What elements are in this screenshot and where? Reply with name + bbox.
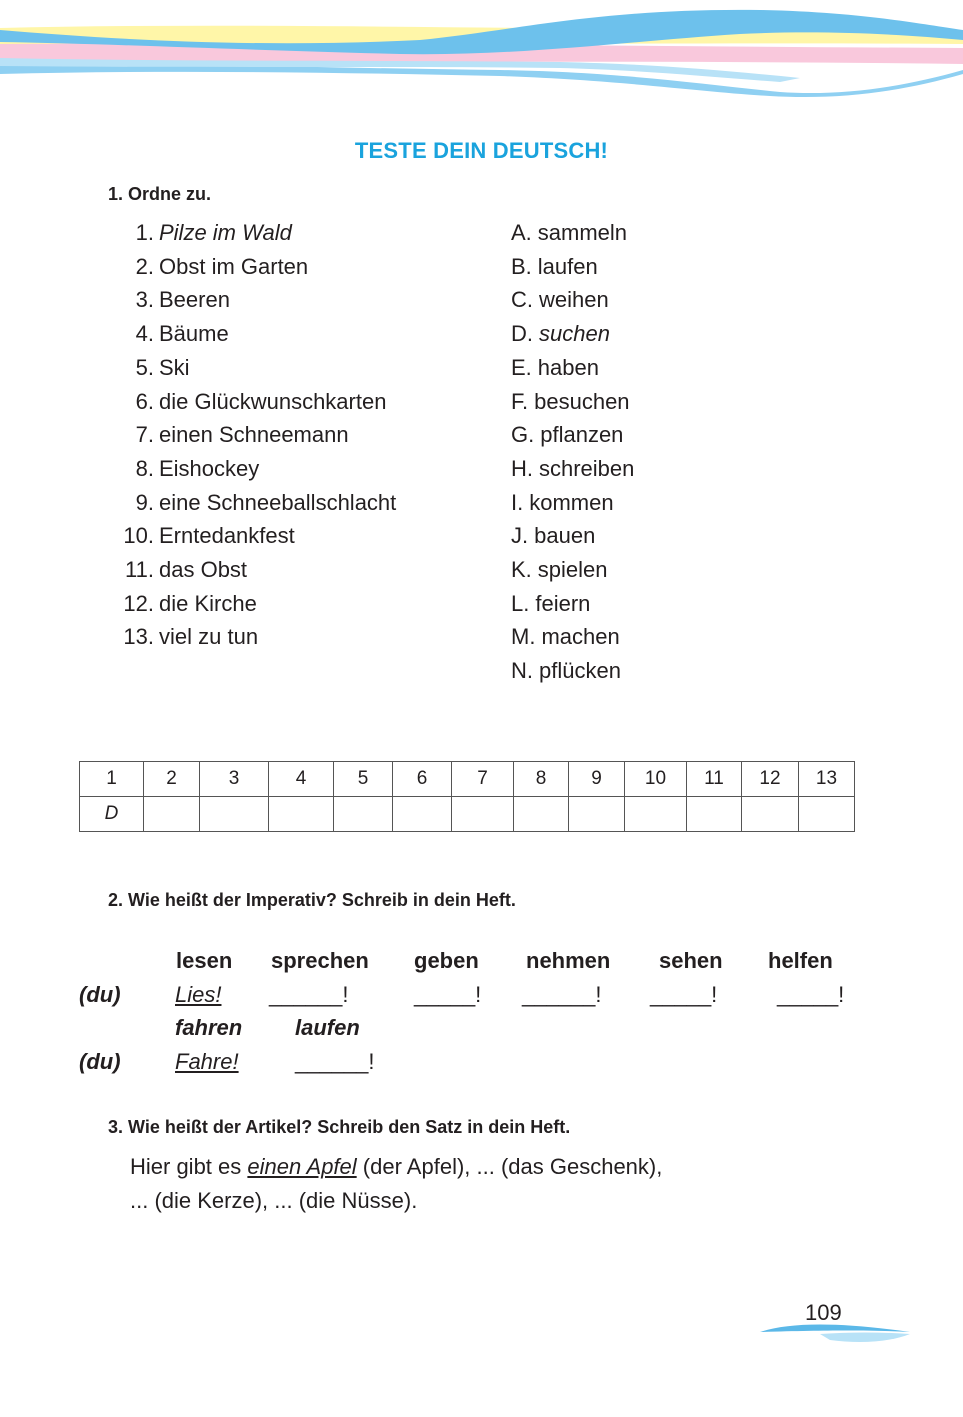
answer-table-header-cell: 9: [569, 762, 625, 797]
match-left-number: 10.: [123, 523, 154, 549]
answer-table-answer-cell: D: [80, 797, 144, 832]
match-right-item: [511, 624, 620, 650]
blank-laufen: ______!: [295, 1049, 375, 1074]
page-title: TESTE DEIN DEUTSCH!: [354, 138, 609, 163]
match-right-item: [511, 254, 598, 280]
match-left-number: 2.: [135, 253, 154, 279]
match-right-text: laufen: [537, 253, 598, 279]
match-right-letter: H.: [511, 455, 533, 481]
match-right-item: [511, 658, 621, 684]
match-right-item: [511, 355, 599, 381]
answer-table-header-cell: 5: [334, 762, 393, 797]
match-right-text: pflanzen: [540, 422, 624, 448]
match-left-item: [116, 287, 230, 313]
task1-heading: 1. Ordne zu.: [108, 184, 212, 204]
match-right-letter: I.: [511, 489, 524, 515]
match-left-number: 9.: [135, 489, 154, 515]
match-left-number: 3.: [135, 287, 154, 313]
answer-table-answer-cell: [625, 797, 687, 832]
match-left-text: Eishockey: [159, 455, 260, 481]
match-right-item: [511, 456, 634, 482]
answer-table-answer-cell: [334, 797, 393, 832]
match-left-text: die Kirche: [159, 590, 257, 616]
footer-decoration: [760, 1320, 910, 1350]
verb-helfen: helfen: [768, 948, 833, 973]
task3-heading: 3. Wie heißt der Artikel? Schreib den Satz in dein Heft.: [108, 1117, 571, 1137]
task3-line1: [130, 1154, 662, 1180]
task3-line1-start: Hier gibt es: [130, 1154, 248, 1179]
match-right-text: machen: [541, 624, 620, 650]
match-left-number: 4.: [135, 321, 154, 347]
answer-table-header-cell: 13: [799, 762, 855, 797]
match-right-letter: B.: [511, 253, 532, 279]
match-right-letter: C.: [511, 287, 533, 313]
match-right-text: suchen: [539, 321, 610, 347]
pronoun-du-1: (du): [79, 982, 121, 1007]
answer-table-answer-cell: [514, 797, 569, 832]
match-right-item: [511, 490, 614, 516]
page-number: 109: [805, 1300, 842, 1325]
match-left-item: [116, 523, 295, 549]
match-left-item: [116, 557, 247, 583]
match-right-item: [511, 591, 590, 617]
match-right-letter: D.: [511, 321, 533, 347]
match-left-item: [116, 389, 386, 415]
answer-table-answer-cell: [742, 797, 799, 832]
verb-sehen: sehen: [659, 948, 723, 973]
match-right-text: haben: [537, 354, 599, 380]
task3-line2: ... (die Kerze), ... (die Nüsse).: [130, 1188, 418, 1213]
answer-table-answer-cell: [393, 797, 452, 832]
match-right-item: [511, 287, 609, 313]
match-right-letter: A.: [511, 220, 532, 245]
header-decoration: [0, 0, 963, 100]
verb-lesen: lesen: [176, 948, 233, 973]
match-left-item: [116, 490, 396, 516]
answer-table-answer-cell: [452, 797, 514, 832]
match-left-item: [116, 422, 349, 448]
answer-table: [79, 761, 855, 832]
match-left-item: [116, 355, 190, 381]
match-right-letter: G.: [511, 422, 535, 448]
task2-heading: 2. Wie heißt der Imperativ? Schreib in dein Heft.: [108, 890, 516, 910]
match-left-text: Ski: [159, 354, 190, 380]
match-right-text: spielen: [537, 557, 608, 582]
match-right-text: feiern: [535, 590, 591, 616]
match-right-item: [511, 321, 610, 347]
match-right-letter: N.: [511, 658, 533, 684]
answer-table-answer-cell: [144, 797, 200, 832]
answer-table-answer-cell: [687, 797, 742, 832]
match-left-text: Obst im Garten: [159, 253, 309, 279]
match-left-text: eine Schneeballschlacht: [159, 489, 397, 515]
answer-table-answer-cell: [799, 797, 855, 832]
match-left-number: 7.: [135, 422, 154, 448]
match-left-text: die Glückwunschkarten: [159, 388, 387, 414]
match-right-letter: E.: [511, 354, 532, 380]
answer-table-header-cell: 12: [742, 762, 799, 797]
match-left-text: das Obst: [159, 557, 248, 582]
imperative-example-1: Lies!: [175, 982, 222, 1007]
match-right-letter: L.: [511, 590, 530, 616]
answer-table-header-cell: 8: [514, 762, 569, 797]
match-right-item: [511, 557, 608, 583]
match-right-item: [511, 220, 627, 246]
match-left-item: [116, 254, 308, 280]
answer-table-header-cell: 10: [625, 762, 687, 797]
task3-line1-end: (der Apfel), ... (das Geschenk),: [356, 1154, 663, 1179]
answer-table-header-cell: 11: [687, 762, 742, 797]
answer-table-header-cell: 2: [144, 762, 200, 797]
answer-table-header-cell: 7: [452, 762, 514, 797]
task3-example: einen Apfel: [247, 1154, 357, 1179]
answer-table-header-cell: 6: [393, 762, 452, 797]
match-right-letter: M.: [511, 624, 536, 650]
match-left-number: 13.: [123, 624, 154, 650]
match-left-number: 11.: [125, 557, 154, 582]
answer-table-answer-cell: [200, 797, 269, 832]
match-left-item: [116, 624, 258, 650]
answer-table-answer-cell: [269, 797, 334, 832]
match-right-item: [511, 523, 595, 549]
match-left-number: 8.: [135, 455, 154, 481]
match-right-text: bauen: [534, 523, 596, 549]
match-left-text: Bäume: [159, 321, 229, 347]
match-right-letter: K.: [511, 557, 532, 582]
match-left-item: [116, 591, 257, 617]
match-right-letter: J.: [511, 523, 529, 549]
match-right-text: kommen: [529, 489, 614, 515]
imperative-example-2: Fahre!: [175, 1049, 239, 1074]
pronoun-du-2: (du): [79, 1049, 121, 1074]
verb-fahren: fahren: [175, 1015, 243, 1040]
verb-nehmen: nehmen: [526, 948, 611, 973]
match-left-text: viel zu tun: [159, 624, 259, 650]
answer-table-header-row: [80, 762, 855, 797]
match-left-number: 12.: [123, 590, 154, 616]
answer-table-header-cell: 3: [200, 762, 269, 797]
match-left-text: Pilze im Wald: [159, 220, 292, 245]
match-left-item: [116, 220, 292, 246]
answer-table-header-cell: 4: [269, 762, 334, 797]
verb-sprechen: sprechen: [271, 948, 369, 973]
blank-geben: _____!: [414, 982, 482, 1007]
match-right-text: pflücken: [539, 658, 621, 684]
match-right-item: [511, 422, 623, 448]
match-left-text: einen Schneemann: [159, 422, 349, 448]
match-left-text: Beeren: [159, 287, 230, 313]
match-left-number: 6.: [135, 388, 154, 414]
answer-table-answer-row: [80, 797, 855, 832]
match-left-item: [116, 456, 259, 482]
match-right-text: schreiben: [539, 455, 635, 481]
answer-table-answer-cell: [569, 797, 625, 832]
verb-geben: geben: [414, 948, 479, 973]
match-left-text: Erntedankfest: [159, 523, 295, 549]
match-right-letter: F.: [511, 388, 529, 414]
answer-table-header-cell: 1: [80, 762, 144, 797]
blank-sehen: _____!: [650, 982, 718, 1007]
blank-helfen: _____!: [777, 982, 845, 1007]
blank-nehmen: ______!: [522, 982, 602, 1007]
match-left-item: [116, 321, 229, 347]
match-right-text: besuchen: [534, 388, 630, 414]
match-left-number: 1.: [135, 220, 154, 245]
match-right-item: [511, 389, 630, 415]
match-left-number: 5.: [135, 354, 154, 380]
verb-laufen: laufen: [295, 1015, 360, 1040]
match-right-text: sammeln: [537, 220, 628, 245]
blank-sprechen: ______!: [269, 982, 349, 1007]
match-right-text: weihen: [539, 287, 609, 313]
